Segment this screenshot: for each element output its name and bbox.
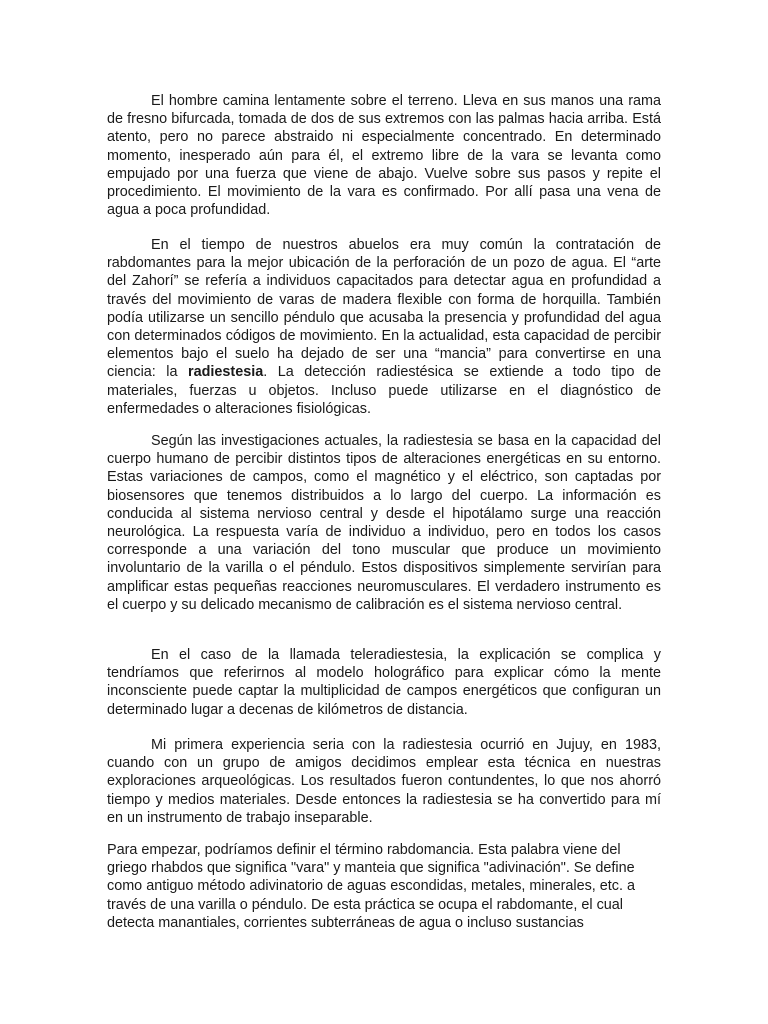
paragraph-4-text: En el caso de la llamada teleradiestesia, la explicación se complica y tendríamos que referirnos al modelo holográfico para explicar cómo la mente inconsciente puede captar la multiplicidad de campos energéticos que configuran un determinado lugar a decenas de kilómetros de distancia. [107,647,661,718]
paragraph-2-text-after: . La detección radiestésica se extiende a todo tipo de materiales, fuerzas u objetos. Incluso puede utilizarse en el diagnóstico de enfermedades o alteraciones fisiológicas. [107,364,661,417]
radiestesia-bold-term: radiestesia [188,364,264,381]
paragraph-4 [107,646,661,719]
paragraph-6 [107,841,661,932]
paragraph-2-text [107,236,661,418]
paragraph-5 [107,736,661,827]
paragraph-5-text: Mi primera experiencia seria con la radiestesia ocurrió en Jujuy, en 1983, cuando con un grupo de amigos decidimos emplear esta técnica en nuestras exploraciones arqueológicas. Los resultados fueron contundentes, lo que nos ahorró tiempo y medios materiales. Desde entonces la radiestesia se ha convertido para mí en un instrumento de trabajo inseparable. [107,737,661,826]
paragraph-2 [107,236,661,418]
paragraph-1 [107,92,661,219]
paragraph-3 [107,432,661,614]
paragraph-6-text: Para empezar, podríamos definir el término rabdomancia. Esta palabra viene del griego rhabdos que significa "vara" y manteia que significa "adivinación". Se define como antiguo método adivinatorio de aguas escondidas, metales, minerales, etc. a través de una varilla o péndulo. De esta práctica se ocupa el rabdomante, el cual detecta manantiales, corrientes subterráneas de agua o incluso sustancias [107,842,635,931]
paragraph-3-text: Según las investigaciones actuales, la radiestesia se basa en la capacidad del cuerpo humano de percibir distintos tipos de alteraciones energéticas en su entorno. Estas variaciones de campos, como el magnético y el eléctrico, son captadas por biosensores que tenemos distribuidos a lo largo del cuerpo. La información es conducida al sistema nervioso central y desde el hipotálamo surge una reacción neurológica. La respuesta varía de individuo a individuo, pero en todos los casos corresponde a una variación del tono muscular que produce un movimiento involuntario de la varilla o el péndulo. Estos dispositivos simplemente servirían para amplificar estas pequeñas reacciones neuromusculares. El verdadero instrumento es el cuerpo y su delicado mecanismo de calibración es el sistema nervioso central. [107,433,661,613]
paragraph-2-text-before: En el tiempo de nuestros abuelos era muy común la contratación de rabdomantes para la mejor ubicación de la perforación de un pozo de agua. El “arte del Zahorí” se refería a individuos capacitados para detectar agua en profundidad a través del movimiento de varas de madera flexible con forma de horquilla. También podía utilizarse un sencillo péndulo que acusaba la presencia y profundidad del agua con determinados códigos de movimiento. En la actualidad, esta capacidad de percibir elementos bajo el suelo ha dejado de ser una “mancia” para convertirse en una ciencia: la [107,237,661,381]
paragraph-1-text: El hombre camina lentamente sobre el terreno. Lleva en sus manos una rama de fresno bifurcada, tomada de dos de sus extremos con las palmas hacia arriba. Está atento, pero no parece abstraido ni especialmente concentrado. En determinado momento, inesperado aún para él, el extremo libre de la vara se levanta como empujado por una fuerza que viene de abajo. Vuelve sobre sus pasos y repite el procedimiento. El movimiento de la vara es confirmado. Por allí pasa una vena de agua a poca profundidad. [107,93,661,219]
